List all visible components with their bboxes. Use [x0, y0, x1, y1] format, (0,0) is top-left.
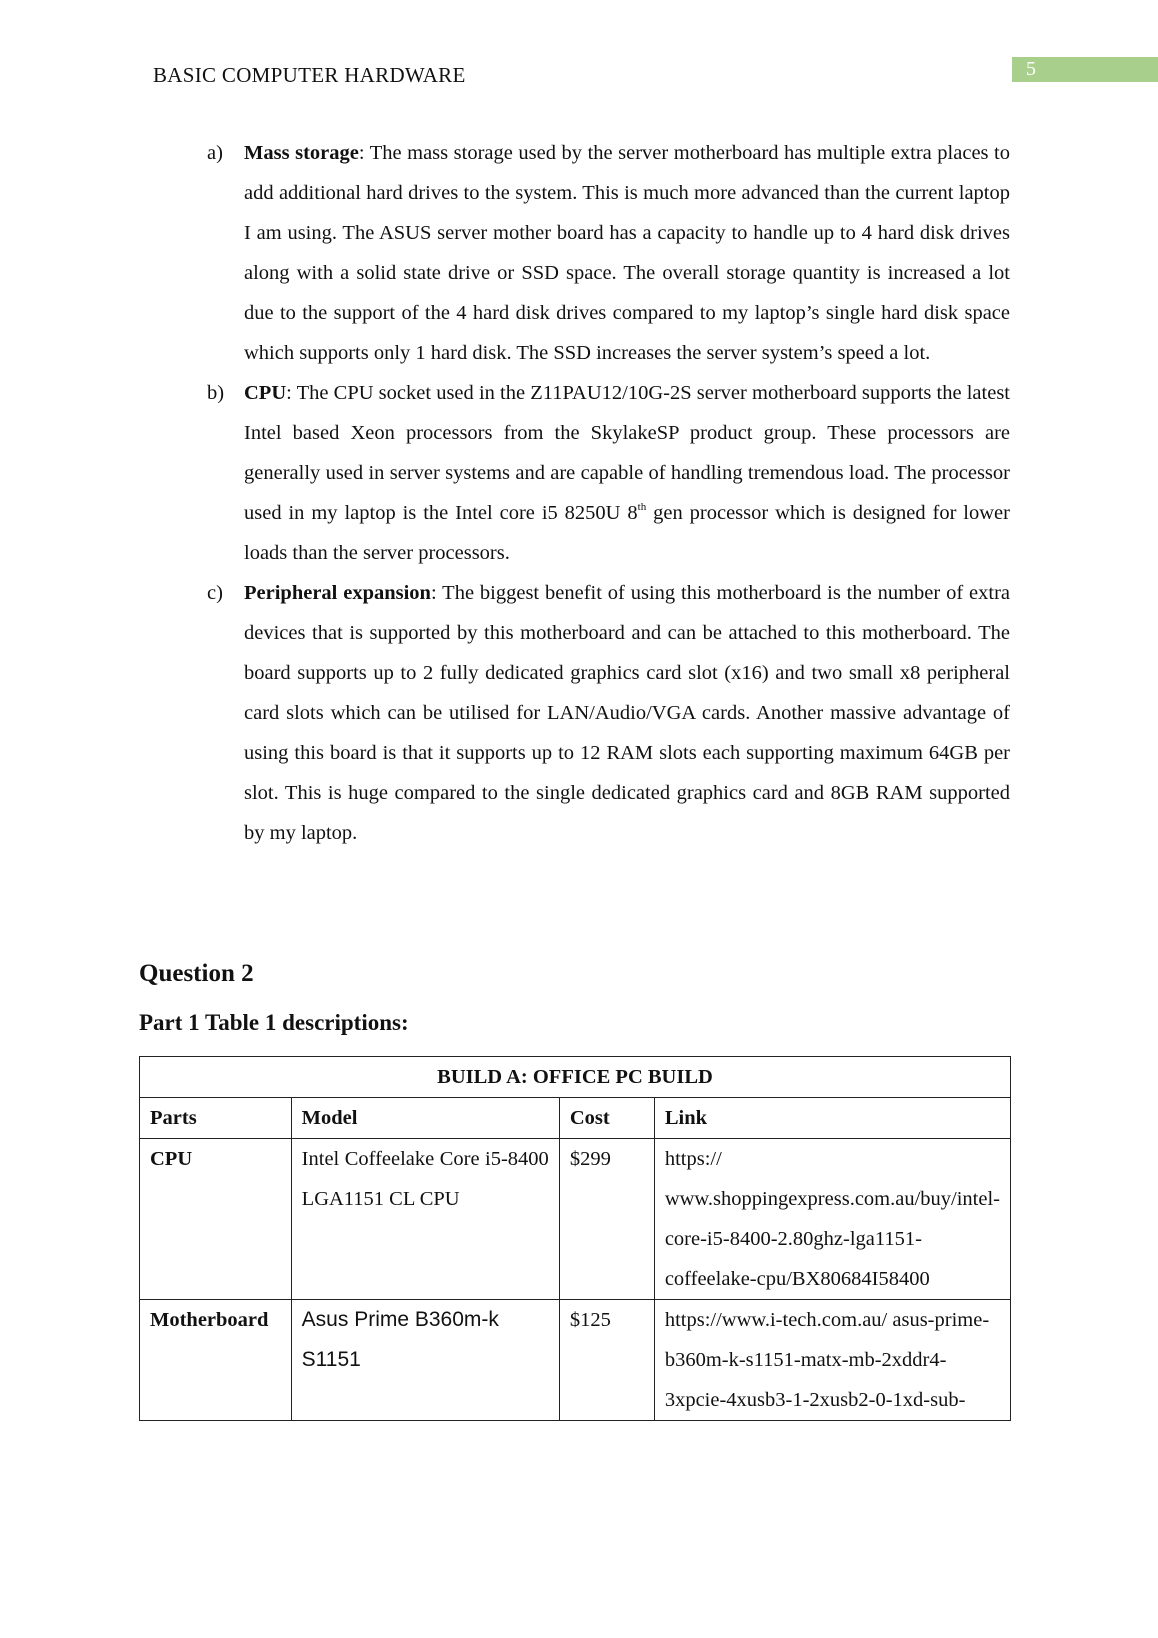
list-item-peripheral-expansion: [207, 573, 1010, 853]
superscript-ordinal: th: [637, 501, 647, 513]
page-number: 5: [1026, 58, 1036, 80]
list-marker: a): [207, 142, 223, 164]
page-number-bar: [1012, 57, 1158, 82]
cell-model: Intel Coffeelake Core i5-8400 LGA1151 CL CPU: [291, 1139, 559, 1300]
cell-part: CPU: [140, 1139, 292, 1300]
running-header-title: BASIC COMPUTER HARDWARE: [153, 63, 466, 87]
list-item-text-continued: gen processor which is designed for lower loads than the server processors.: [244, 502, 1010, 564]
list-item-term: Mass storage: [244, 142, 359, 164]
list-item-text: : The biggest benefit of using this motherboard is the number of extra devices that is supported by this motherboard and can be attached to this motherboard. The board supports up to 2 fully dedicated graphics card slot (x16) and two small x8 peripheral card slots which can be utilised for LAN/Audio/VGA cards. Another massive advantage of using this board is that it supports up to 12 RAM slots each supporting maximum 64GB per slot. This is huge compared to the single dedicated graphics card and 8GB RAM supported by my laptop.: [244, 582, 1011, 844]
table-row: [140, 1139, 1011, 1300]
part-heading: Part 1 Table 1 descriptions:: [139, 1010, 409, 1035]
table-row: [140, 1300, 1011, 1421]
cell-link: https:// www.shoppingexpress.com.au/buy/intel-core-i5-8400-2.80ghz-lga1151-coffeelake-cpu/BX80684I58400: [654, 1139, 1010, 1300]
cell-cost: $299: [559, 1139, 654, 1300]
table-caption: BUILD A: OFFICE PC BUILD: [140, 1057, 1011, 1098]
list-marker: b): [207, 382, 225, 404]
list-item-text: : The CPU socket used in the Z11PAU12/10G-2S server motherboard supports the latest Intel based Xeon processors from the SkylakeSP product group. These processors are generally used in server systems and are capable of handling tremendous load. The processor used in my laptop is the Intel core i5 8250U 8: [244, 382, 1010, 524]
cell-link: https://www.i-tech.com.au/ asus-prime-b360m-k-s1151-matx-mb-2xddr4-3xpcie-4xusb3-1-2xusb2-0-1xd-sub-: [654, 1300, 1010, 1421]
cell-cost: $125: [559, 1300, 654, 1421]
table-header-row: [140, 1098, 1011, 1139]
build-table: [139, 1056, 1011, 1421]
column-header-model: Model: [291, 1098, 559, 1139]
column-header-parts: Parts: [140, 1098, 292, 1139]
list-item-term: Peripheral expansion: [244, 582, 431, 604]
list-item-term: CPU: [244, 382, 287, 404]
column-header-link: Link: [654, 1098, 1010, 1139]
list-item-mass-storage: [207, 133, 1010, 373]
comparison-list: [207, 133, 1010, 853]
cell-model: Asus Prime B360m-k S1151: [291, 1300, 559, 1421]
table-caption-row: [140, 1057, 1011, 1098]
list-marker: c): [207, 582, 223, 604]
list-item-cpu: [207, 373, 1010, 573]
cell-part: Motherboard: [140, 1300, 292, 1421]
column-header-cost: Cost: [559, 1098, 654, 1139]
list-item-text: : The mass storage used by the server motherboard has multiple extra places to add additional hard drives to the system. This is much more advanced than the current laptop I am using. The ASUS server mother board has a capacity to handle up to 4 hard disk drives along with a solid state drive or SSD space. The overall storage quantity is increased a lot due to the support of the 4 hard disk drives compared to my laptop’s single hard disk space which supports only 1 hard disk. The SSD increases the server system’s speed a lot.: [244, 142, 1011, 364]
question-heading: Question 2: [139, 960, 254, 987]
